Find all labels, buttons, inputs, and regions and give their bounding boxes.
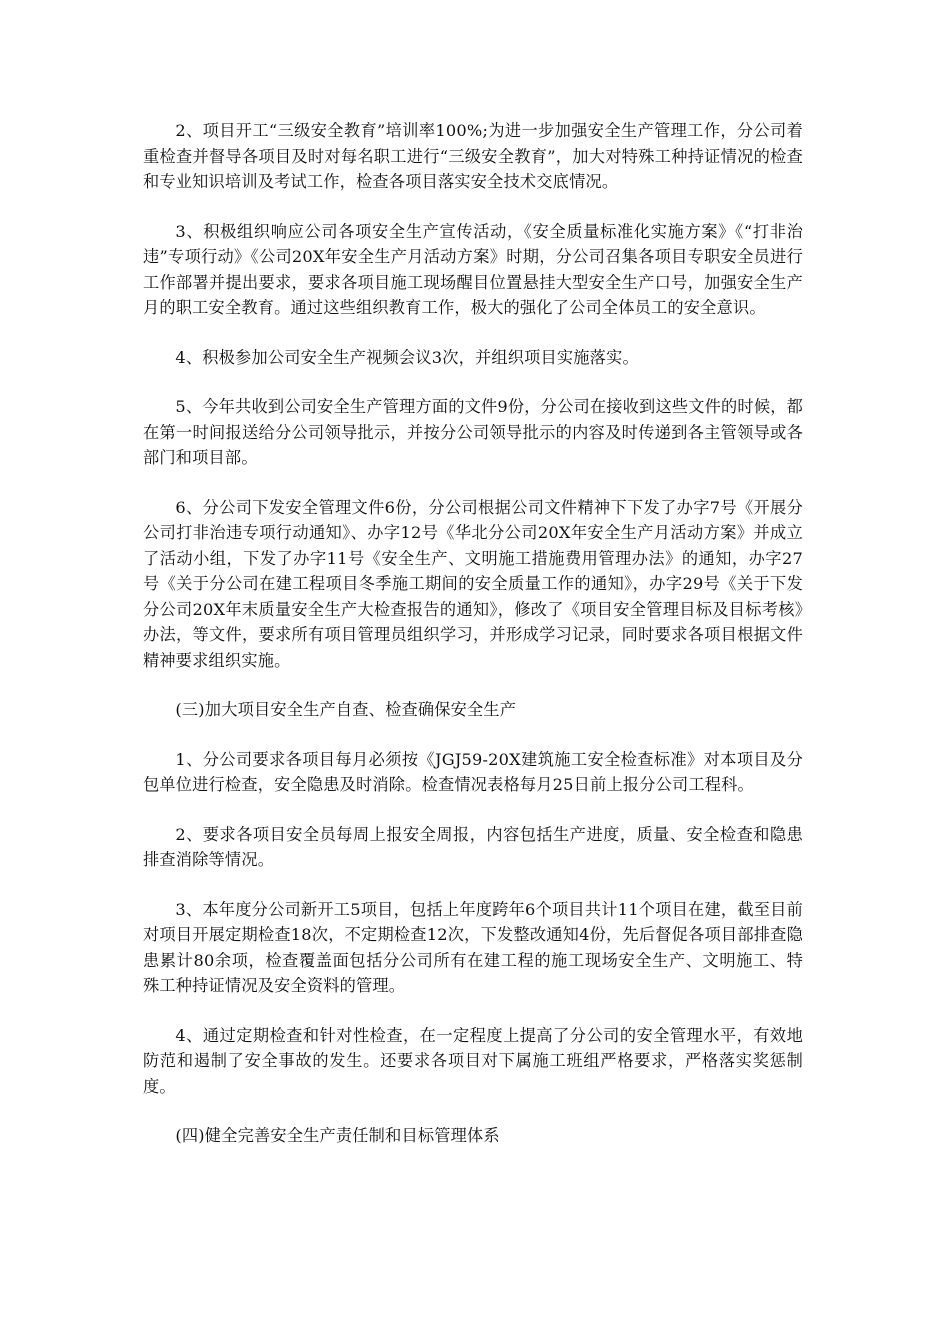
document-page xyxy=(143,118,803,1173)
paragraph-check-4: 4、通过定期检查和针对性检查，在一定程度上提高了分公司的安全管理水平，有效地防范和遏制了安全事故的发生。还要求各项目对下属施工班组严格要求，严格落实奖惩制度。 xyxy=(143,1025,803,1096)
paragraph-check-3: 3、本年度分公司新开工5项目，包括上年度跨年6个项目共计11个项目在建，截至目前对项目开展定期检查18次，不定期检查12次，下发整改通知4份，先后督促各项目部排查隐患累计80余项，检查覆盖面包括分公司所有在建工程的施工现场安全生产、文明施工、特殊工种持证情况及安全资料的管理。 xyxy=(143,899,803,995)
paragraph-item-6: 6、分公司下发安全管理文件6份，分公司根据公司文件精神下下发了办字7号《开展分公司打非治违专项行动通知》、办字12号《华北分公司20X年安全生产月活动方案》并成立了活动小组，下发了办字11号《安全生产、文明施工措施费用管理办法》的通知，办字27号《关于分公司在建工程项目冬季施工期间的安全质量工作的通知》，办字29号《关于下发分公司20X年末质量安全生产大检查报告的通知》，修改了《项目安全管理目标及目标考核》办法，等文件，要求所有项目管理员组织学习，并形成学习记录，同时要求各项目根据文件精神要求组织实施。 xyxy=(143,497,803,670)
paragraph-item-2: 2、项目开工“三级安全教育”培训率100%;为进一步加强安全生产管理工作，分公司着重检查并督导各项目及时对每名职工进行“三级安全教育”，加大对特殊工种持证情况的检查和专业知识培训及考试工作，检查各项目落实安全技术交底情况。 xyxy=(143,121,803,191)
paragraph-item-4: 4、积极参加公司安全生产视频会议3次，并组织项目实施落实。 xyxy=(175,347,639,367)
section-heading-4: (四)健全完善安全生产责任制和目标管理体系 xyxy=(175,1126,500,1145)
paragraph-item-5: 5、今年共收到公司安全生产管理方面的文件9份，分公司在接收到这些文件的时候，都在第一时间报送给分公司领导批示，并按分公司领导批示的内容及时传递到各主管领导或各部门和项目部。 xyxy=(143,397,803,467)
paragraph-check-2: 2、要求各项目安全员每周上报安全周报，内容包括生产进度，质量、安全检查和隐患排查消除等情况。 xyxy=(143,824,803,869)
paragraph-check-1: 1、分公司要求各项目每月必须按《JGJ59-20X建筑施工安全检查标准》对本项目及分包单位进行检查，安全隐患及时消除。检查情况表格每月25日前上报分公司工程科。 xyxy=(143,749,803,794)
paragraph-item-3: 3、积极组织响应公司各项安全生产宣传活动，《安全质量标准化实施方案》《“打非治违”专项行动》《公司20X年安全生产月活动方案》时期，分公司召集各项目专职安全员进行工作部署并提出要求，要求各项目施工现场醒目位置悬挂大型安全生产口号，加强安全生产月的职工安全教育。通过这些组织教育工作，极大的强化了公司全体员工的安全意识。 xyxy=(143,221,803,317)
section-heading-3: (三)加大项目安全生产自查、检查确保安全生产 xyxy=(175,700,517,719)
